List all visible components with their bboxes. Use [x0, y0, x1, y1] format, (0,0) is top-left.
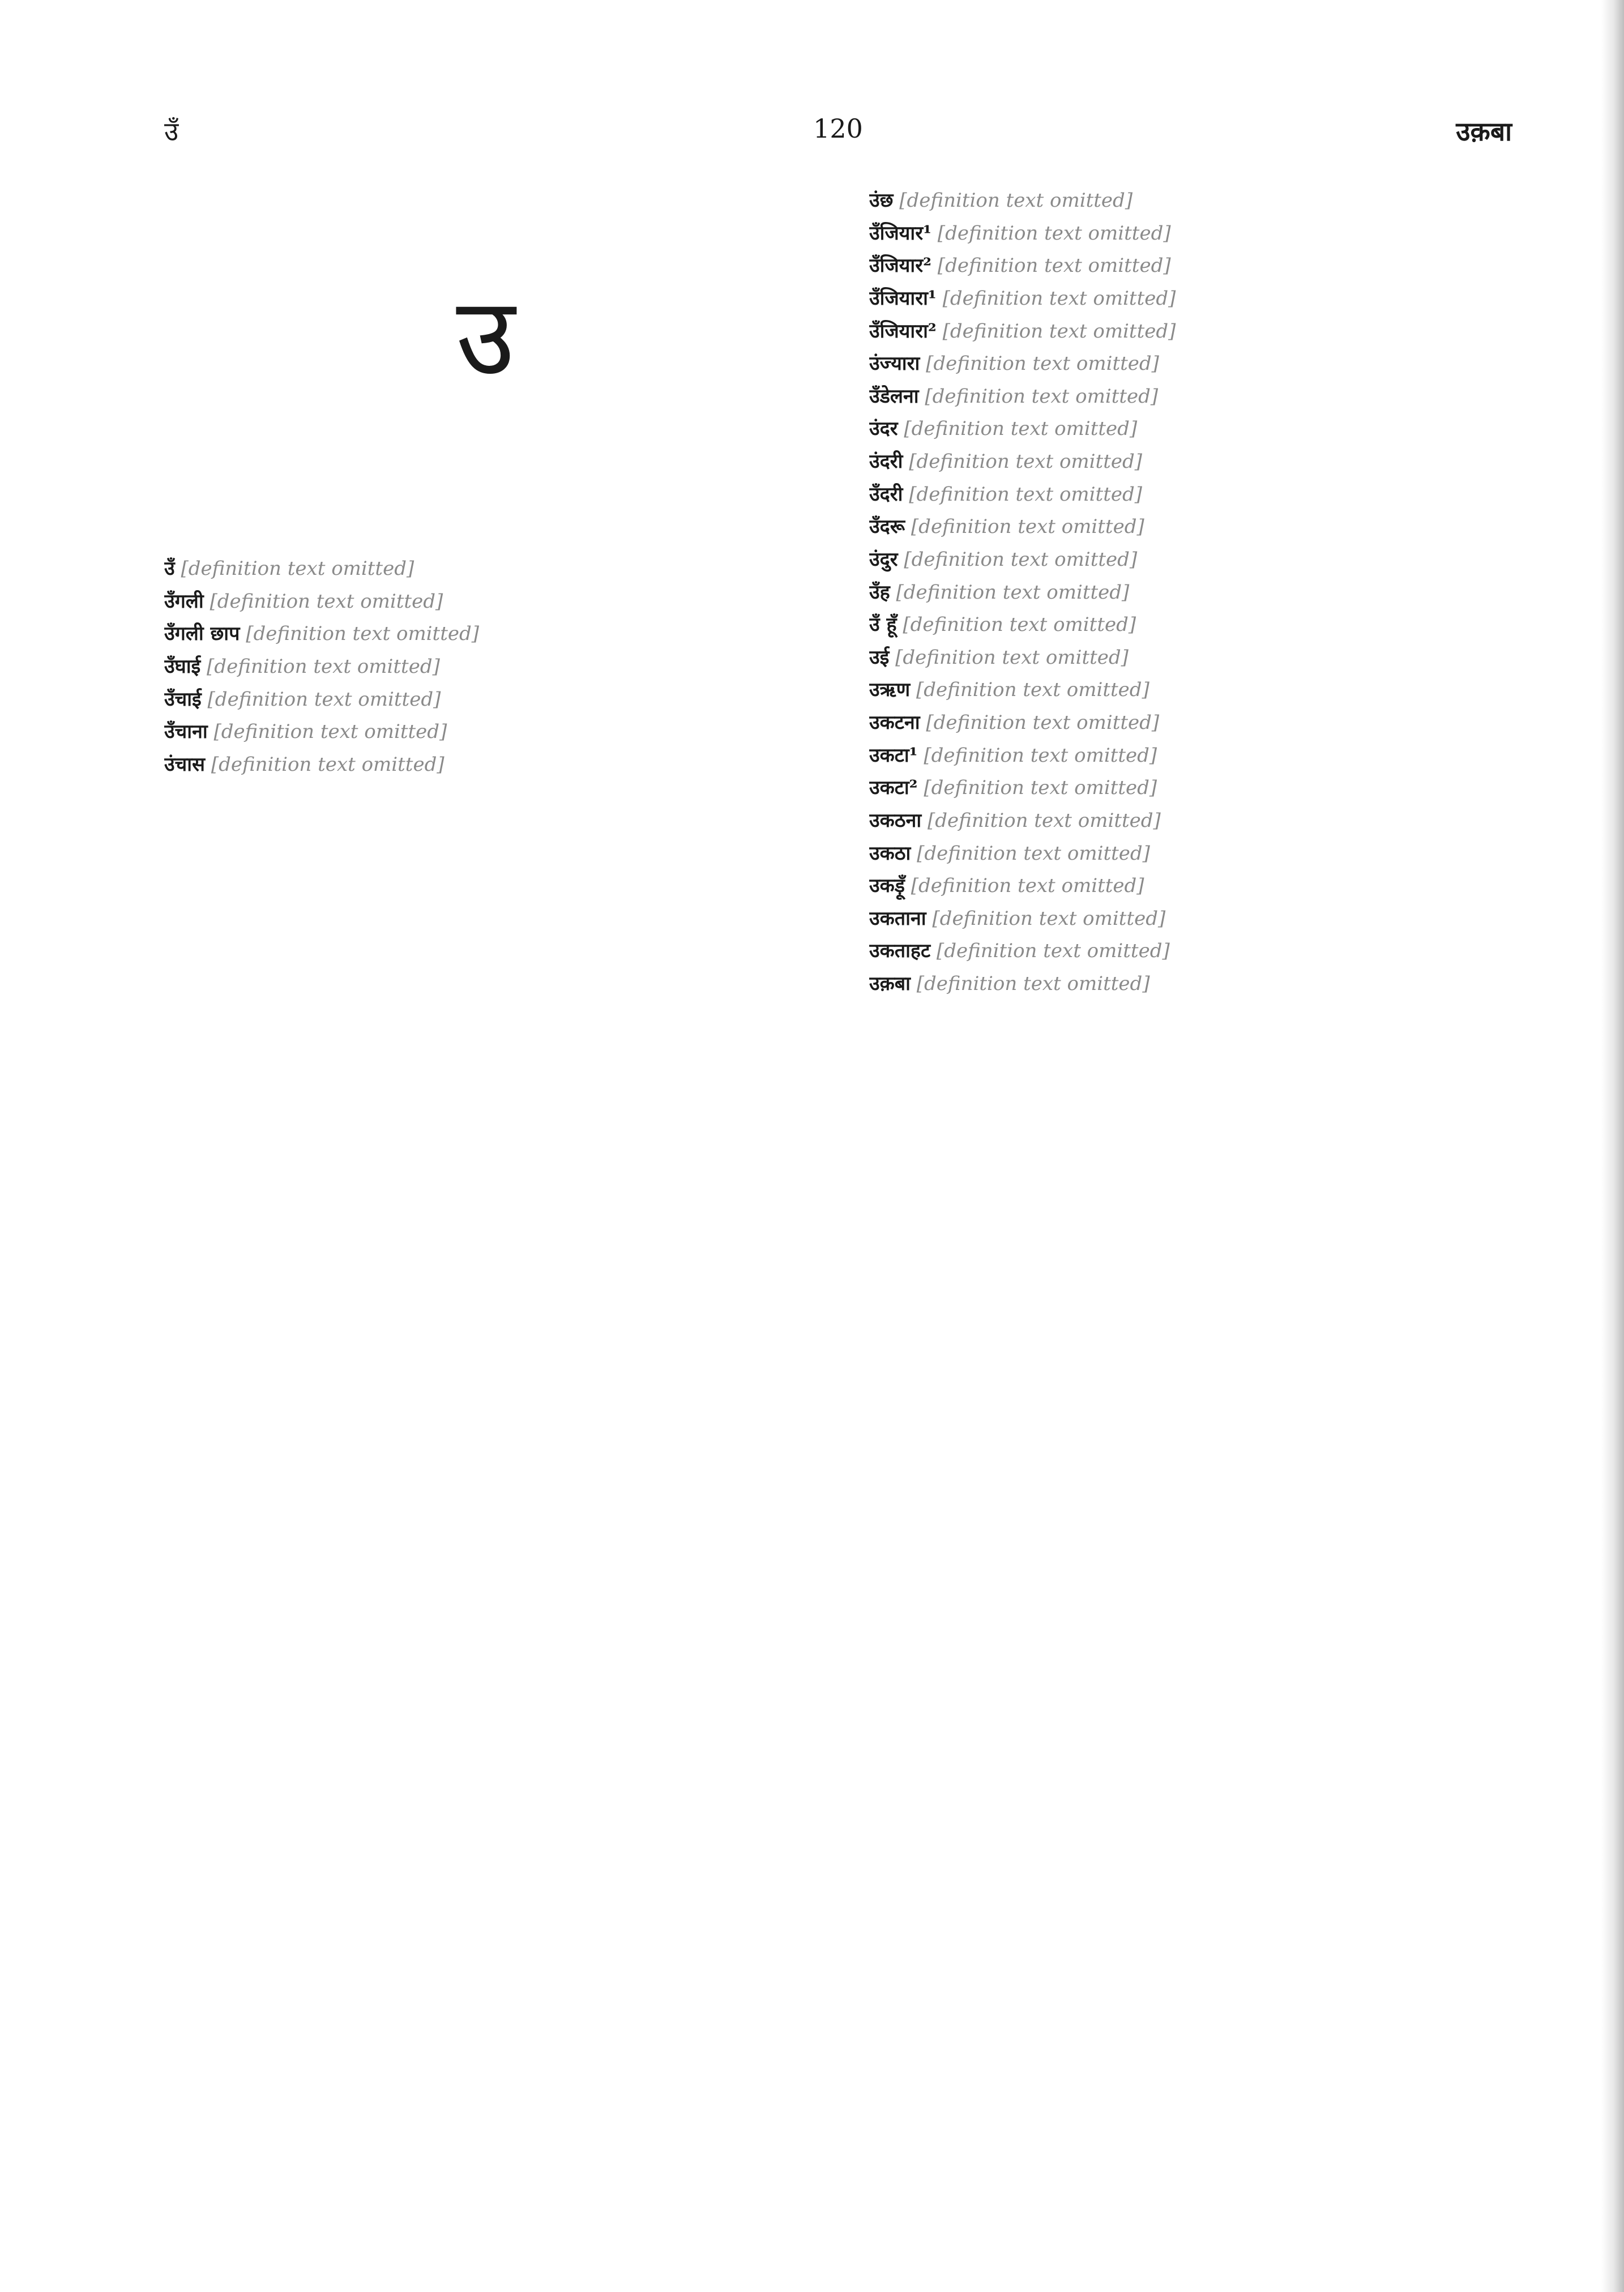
dictionary-entry [869, 611, 1512, 639]
entry-definition-placeholder: [definition text omitted] [930, 940, 1170, 963]
dictionary-entry [869, 252, 1512, 280]
entry-definition-placeholder: [definition text omitted] [917, 744, 1157, 767]
entry-headword: उँ हूँ [869, 613, 897, 637]
entry-definition-placeholder: [definition text omitted] [890, 581, 1130, 604]
dictionary-entry [164, 718, 807, 746]
entry-definition-placeholder: [definition text omitted] [200, 655, 440, 678]
entry-definition-placeholder: [definition text omitted] [898, 548, 1138, 571]
dictionary-entry [869, 285, 1512, 313]
dictionary-entry [869, 415, 1512, 443]
dictionary-entry [164, 751, 807, 779]
dictionary-entry [164, 588, 807, 616]
dictionary-entry [869, 644, 1512, 672]
entry-headword: उकताहट [869, 940, 931, 963]
entry-headword: उँगली छाप [164, 622, 240, 646]
entry-definition-placeholder: [definition text omitted] [920, 711, 1160, 734]
dictionary-entry [869, 546, 1512, 574]
dictionary-entry [869, 742, 1512, 770]
dictionary-entry [164, 620, 807, 648]
entry-headword: उऋण [869, 678, 911, 702]
dictionary-entry [164, 686, 807, 714]
entry-definition-placeholder: [definition text omitted] [931, 221, 1171, 245]
entry-headword: उंदुर [869, 548, 898, 571]
right-guide-word: उक़बा [1456, 116, 1512, 147]
entry-definition-placeholder: [definition text omitted] [893, 189, 1133, 212]
entry-headword: उँगली [164, 590, 204, 613]
entry-headword: उंज्यारा [869, 352, 920, 375]
entry-definition-placeholder: [definition text omitted] [917, 776, 1157, 800]
entry-headword: उँ [164, 557, 175, 580]
entry-headword: उकताना [869, 907, 926, 930]
section-letter: उ [456, 274, 515, 399]
entry-headword: उंदर [869, 417, 898, 441]
entry-headword: उँदरू [869, 515, 905, 539]
dictionary-entry [869, 481, 1512, 509]
entry-definition-placeholder: [definition text omitted] [889, 646, 1129, 669]
entry-headword: उँजियारा² [869, 319, 937, 343]
entry-definition-placeholder: [definition text omitted] [910, 972, 1150, 995]
entry-headword: उँडेलना [869, 385, 919, 408]
entry-headword: उक़बा [869, 972, 911, 995]
dictionary-entry [869, 807, 1512, 835]
entry-definition-placeholder: [definition text omitted] [174, 557, 414, 580]
scan-edge [1601, 0, 1624, 2292]
entry-definition-placeholder: [definition text omitted] [905, 515, 1144, 539]
entry-definition-placeholder: [definition text omitted] [910, 678, 1149, 702]
right-column [869, 187, 1512, 2158]
entry-headword: उँचाई [164, 688, 202, 711]
entry-headword: उँह [869, 581, 890, 604]
right-entry-list [869, 187, 1512, 998]
entry-definition-placeholder: [definition text omitted] [918, 385, 1159, 408]
entry-headword: उकटा¹ [869, 744, 918, 767]
left-entry-list [164, 555, 807, 779]
entry-definition-placeholder: [definition text omitted] [911, 842, 1150, 865]
entry-headword: उँजियार¹ [869, 221, 931, 245]
entry-definition-placeholder: [definition text omitted] [926, 907, 1166, 930]
entry-definition-placeholder: [definition text omitted] [896, 613, 1136, 637]
page-number: 120 [813, 113, 863, 144]
entry-definition-placeholder: [definition text omitted] [920, 352, 1159, 375]
dictionary-entry [869, 187, 1512, 215]
entry-definition-placeholder: [definition text omitted] [207, 720, 447, 744]
entry-definition-placeholder: [definition text omitted] [921, 809, 1161, 832]
dictionary-entry [869, 448, 1512, 476]
entry-headword: उँचाना [164, 720, 208, 744]
dictionary-entry [869, 318, 1512, 346]
dictionary-entry [869, 905, 1512, 933]
entry-definition-placeholder: [definition text omitted] [898, 417, 1138, 441]
dictionary-entry [869, 513, 1512, 541]
entry-headword: उई [869, 646, 890, 669]
dictionary-entry [869, 350, 1512, 378]
dictionary-entry [869, 709, 1512, 737]
left-guide-word: उँ [164, 116, 179, 147]
entry-definition-placeholder: [definition text omitted] [240, 622, 480, 646]
entry-headword: उँघाई [164, 655, 201, 678]
entry-headword: उकटना [869, 711, 920, 734]
dictionary-entry [869, 676, 1512, 705]
running-head [164, 113, 1512, 153]
entry-headword: उँजियारा¹ [869, 287, 937, 310]
entry-headword: उकटा² [869, 776, 918, 800]
entry-headword: उँदरी [869, 483, 903, 506]
entry-definition-placeholder: [definition text omitted] [936, 287, 1176, 310]
entry-headword: उकठा [869, 842, 911, 865]
entry-headword: उकठना [869, 809, 922, 832]
entry-definition-placeholder: [definition text omitted] [903, 450, 1143, 473]
entry-headword: उंछ [869, 189, 894, 212]
dictionary-entry [164, 653, 807, 681]
left-column [164, 187, 807, 2158]
entry-definition-placeholder: [definition text omitted] [205, 753, 445, 776]
entry-definition-placeholder: [definition text omitted] [201, 688, 441, 711]
entry-definition-placeholder: [definition text omitted] [203, 590, 443, 613]
dictionary-entry [869, 220, 1512, 248]
dictionary-entry [869, 970, 1512, 998]
entry-headword: उंदरी [869, 450, 903, 473]
entry-headword: उंचास [164, 753, 206, 776]
entry-definition-placeholder: [definition text omitted] [931, 254, 1171, 278]
entry-definition-placeholder: [definition text omitted] [904, 874, 1144, 898]
dictionary-entry [869, 383, 1512, 411]
entry-definition-placeholder: [definition text omitted] [936, 319, 1176, 343]
entry-headword: उँजियार² [869, 254, 931, 278]
dictionary-entry [869, 872, 1512, 900]
dictionary-entry [869, 579, 1512, 607]
entry-headword: उकड़ूँ [869, 874, 905, 898]
dictionary-entry [164, 555, 807, 583]
dictionary-entry [869, 937, 1512, 966]
dictionary-entry [869, 774, 1512, 803]
dictionary-entry [869, 840, 1512, 868]
entry-definition-placeholder: [definition text omitted] [903, 483, 1143, 506]
